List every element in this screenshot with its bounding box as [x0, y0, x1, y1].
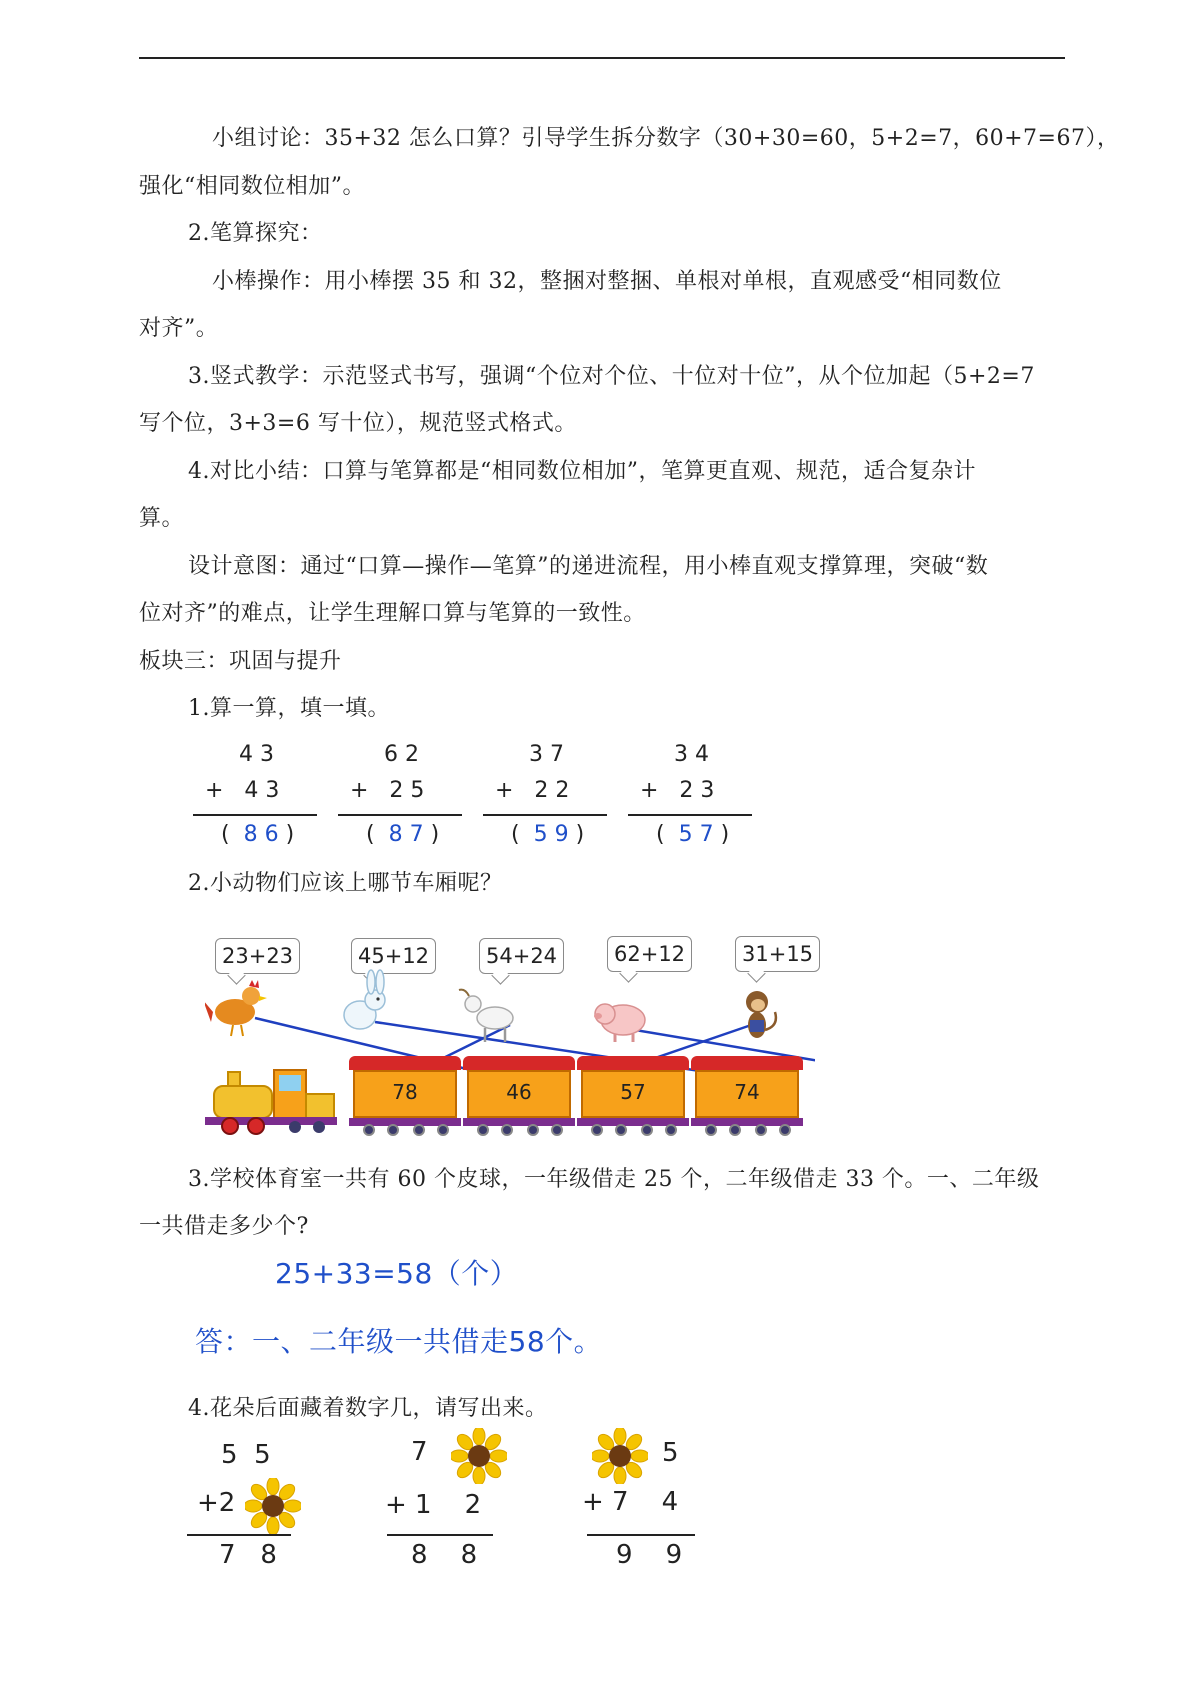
section-three-heading: 板块三：巩固与提升 — [139, 649, 342, 674]
paragraph-group-discussion: 小组讨论：35+32 怎么口算？引导学生拆分数字（30+30=60，5+2=7，60+7=67）， — [212, 126, 1120, 151]
expression-bubble-pig: 62+12 — [607, 936, 692, 972]
paragraph-vertical-teaching-cont: 写个位，3+3=6 写十位），规范竖式格式。 — [139, 411, 577, 436]
hidden-digit-problem-2 — [385, 1437, 515, 1580]
train-car-2 — [467, 1068, 571, 1118]
sum-line — [483, 814, 607, 816]
expression-bubble-rabbit: 45+12 — [351, 938, 436, 974]
question-4-prompt: 4.花朵后面藏着数字几，请写出来。 — [188, 1396, 548, 1421]
paragraph-summary-cont: 算。 — [139, 506, 185, 531]
answer-parentheses: ( 5 7 ) — [656, 822, 730, 847]
heading-written-calculation: 2.笔算探究： — [188, 221, 323, 246]
monkey-icon — [746, 991, 776, 1038]
answer-parentheses: ( 8 6 ) — [221, 822, 295, 847]
addend-top: 3 7 — [529, 742, 564, 767]
sum-line — [338, 814, 462, 816]
addend-bottom: + 2 3 — [640, 778, 715, 803]
addend-top: 5 — [662, 1438, 679, 1468]
answer-value: 5 7 — [678, 822, 714, 847]
hidden-digit-problem-3 — [582, 1440, 712, 1580]
addend-top: 3 4 — [674, 742, 709, 767]
hidden-digit-problem-1 — [185, 1440, 315, 1580]
sum-line — [628, 814, 752, 816]
sum-result: 9 9 — [616, 1540, 683, 1570]
paragraph-stick-operation-cont: 对齐”。 — [139, 316, 219, 341]
paragraph-group-discussion-cont: 强化“相同数位相加”。 — [139, 174, 365, 199]
addend-top: 6 2 — [384, 742, 419, 767]
paragraph-design-intent-cont: 位对齐”的难点，让学生理解口算与笔算的一致性。 — [139, 601, 646, 626]
answer-parentheses: ( 5 9 ) — [511, 822, 585, 847]
addend-top: 7 — [411, 1437, 428, 1467]
sunflower-icon — [451, 1428, 507, 1484]
sum-line — [187, 1534, 291, 1536]
sum-line — [587, 1534, 695, 1536]
sum-result: 8 8 — [411, 1540, 478, 1570]
addend-top: 4 3 — [239, 742, 274, 767]
addend-bottom: + 4 3 — [205, 778, 280, 803]
rabbit-icon — [344, 970, 385, 1029]
answer-value: 8 6 — [243, 822, 279, 847]
question-3-equation: 25+33=58（个） — [275, 1257, 519, 1290]
train-car-4 — [695, 1068, 799, 1118]
car-number: 74 — [734, 1080, 760, 1104]
question-2-prompt: 2.小动物们应该上哪节车厢呢？ — [188, 871, 503, 896]
addend-bottom: + 2 2 — [495, 778, 570, 803]
train-locomotive-icon — [205, 1065, 340, 1135]
expression-bubble-goat: 54+24 — [479, 938, 564, 974]
train-car-3 — [581, 1068, 685, 1118]
answer-parentheses: ( 8 7 ) — [366, 822, 440, 847]
car-number: 46 — [506, 1080, 532, 1104]
train-car-1 — [353, 1068, 457, 1118]
sum-line — [387, 1534, 493, 1536]
rooster-icon — [205, 980, 267, 1036]
addend-top: 5 5 — [221, 1440, 271, 1470]
car-number: 78 — [392, 1080, 418, 1104]
addend-bottom: +2 — [197, 1488, 236, 1518]
question-1-prompt: 1.算一算，填一填。 — [188, 696, 390, 721]
paragraph-vertical-teaching: 3.竖式教学：示范竖式书写，强调“个位对个位、十位对十位”，从个位加起（5+2=7 — [188, 364, 1035, 389]
sum-result: 7 8 — [219, 1540, 277, 1570]
question-3-answer: 答：一、二年级一共借走58个。 — [195, 1325, 603, 1358]
sunflower-icon — [592, 1428, 648, 1484]
question-3-prompt-cont: 一共借走多少个? — [139, 1214, 309, 1239]
expression-bubble-monkey: 31+15 — [735, 936, 820, 972]
question-3-prompt: 3.学校体育室一共有 60 个皮球，一年级借走 25 个，二年级借走 33 个。一、二年级 — [188, 1167, 1040, 1192]
addend-bottom: + 1 2 — [385, 1490, 482, 1520]
paragraph-summary: 4.对比小结：口算与笔算都是“相同数位相加”，笔算更直观、规范，适合复杂计 — [188, 459, 976, 484]
animal-train-puzzle — [205, 930, 815, 1140]
car-number: 57 — [620, 1080, 646, 1104]
header-rule — [139, 57, 1065, 59]
addend-bottom: + 2 5 — [350, 778, 425, 803]
expression-bubble-rooster: 23+23 — [215, 938, 300, 974]
goat-icon — [459, 990, 513, 1042]
answer-value: 8 7 — [388, 822, 424, 847]
addend-bottom: + 7 4 — [582, 1487, 679, 1517]
sunflower-icon — [245, 1478, 301, 1534]
answer-value: 5 9 — [533, 822, 569, 847]
pig-icon — [594, 1004, 645, 1042]
paragraph-stick-operation: 小棒操作：用小棒摆 35 和 32，整捆对整捆、单根对单根，直观感受“相同数位 — [212, 269, 1002, 294]
paragraph-design-intent: 设计意图：通过“口算—操作—笔算”的递进流程，用小棒直观支撑算理，突破“数 — [188, 554, 989, 579]
sum-line — [193, 814, 317, 816]
